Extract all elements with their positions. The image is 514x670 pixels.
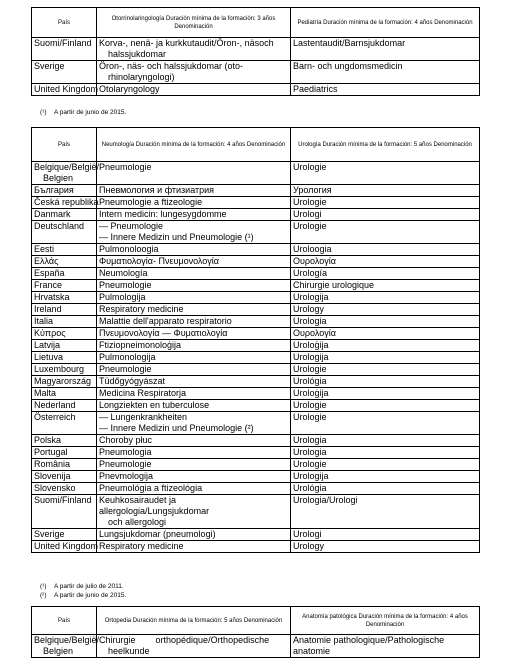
- title-cell: — Lungenkrankheiten — Innere Medizin und Pneumologie (²): [97, 412, 291, 435]
- title-cell: Lastentaudit/Barnsjukdomar: [291, 38, 480, 61]
- country-cell: България: [32, 185, 97, 197]
- table-row: [32, 340, 480, 352]
- title-cell: Pneumologie: [97, 364, 291, 376]
- country-cell: United Kingdom: [32, 84, 97, 96]
- title-cell: Chirurgie urologique: [291, 280, 480, 292]
- country-cell: România: [32, 459, 97, 471]
- table-row: [32, 529, 480, 541]
- table-row: [32, 84, 480, 96]
- title-cell: Urologie: [291, 197, 480, 209]
- country-cell: Deutschland: [32, 221, 97, 244]
- title-cell: Uroloģija: [291, 340, 480, 352]
- country-cell: Magyarország: [32, 376, 97, 388]
- title-cell: Pneumologie: [97, 162, 291, 185]
- country-cell: Latvija: [32, 340, 97, 352]
- table-row: [32, 635, 480, 658]
- title-cell: Respiratory medicine: [97, 541, 291, 553]
- table-row: [32, 292, 480, 304]
- title-cell: Urologie: [291, 364, 480, 376]
- title-cell: Öron-, näs- och halssjukdomar (oto- rhinolaryngologi): [97, 61, 291, 84]
- country-cell: Malta: [32, 388, 97, 400]
- country-cell: Sverige: [32, 529, 97, 541]
- table-row: [32, 541, 480, 553]
- country-cell: Polska: [32, 435, 97, 447]
- title-cell: Урология: [291, 185, 480, 197]
- title-cell: Uroloġija: [291, 388, 480, 400]
- table-row: [32, 209, 480, 221]
- title-cell: Pneumológia a ftizeológia: [97, 483, 291, 495]
- title-cell: Longziekten en tuberculose: [97, 400, 291, 412]
- table-row: [32, 376, 480, 388]
- country-cell: Lietuva: [32, 352, 97, 364]
- table-row: [32, 280, 480, 292]
- table-row: [32, 185, 480, 197]
- country-cell: Hrvatska: [32, 292, 97, 304]
- title-cell: Urologie: [291, 400, 480, 412]
- title-cell: Urologi: [291, 209, 480, 221]
- country-cell: Česká republika: [32, 197, 97, 209]
- country-header: País: [32, 8, 97, 38]
- country-cell: Eesti: [32, 244, 97, 256]
- title-cell: Otolaryngology: [97, 84, 291, 96]
- title-cell: Paediatrics: [291, 84, 480, 96]
- country-cell: Belgique/België/ Belgien: [32, 635, 97, 658]
- specialty-table-2: [31, 127, 480, 553]
- title-cell: Ουρολογία: [291, 256, 480, 268]
- title-cell: — Pneumologie — Innere Medizin und Pneumologie (¹): [97, 221, 291, 244]
- table-row: [32, 388, 480, 400]
- table-row: [32, 316, 480, 328]
- table-row: [32, 328, 480, 340]
- title-cell: Urologie: [291, 412, 480, 435]
- specialty-header: Ortopedia Duración mínima de la formación: 5 años Denominación: [97, 607, 291, 635]
- table-row: [32, 304, 480, 316]
- title-cell: Urológia: [291, 376, 480, 388]
- title-cell: Ftiziopneimonoloģija: [97, 340, 291, 352]
- specialty-table-3: [31, 606, 480, 658]
- title-cell: Urology: [291, 304, 480, 316]
- title-cell: Pneumologia: [97, 447, 291, 459]
- title-cell: Urologia: [291, 316, 480, 328]
- country-cell: Ελλάς: [32, 256, 97, 268]
- table-row: [32, 447, 480, 459]
- table-row: [32, 495, 480, 529]
- table-row: [32, 256, 480, 268]
- country-cell: Luxembourg: [32, 364, 97, 376]
- title-cell: Uroloogia: [291, 244, 480, 256]
- table-row: [32, 459, 480, 471]
- country-cell: France: [32, 280, 97, 292]
- title-cell: Pneumologie a ftizeologie: [97, 197, 291, 209]
- country-header: País: [32, 607, 97, 635]
- title-cell: Urología: [291, 268, 480, 280]
- title-cell: Pneumologie: [97, 280, 291, 292]
- title-cell: Pulmonologija: [97, 352, 291, 364]
- country-cell: Slovenija: [32, 471, 97, 483]
- title-cell: Urologia: [291, 447, 480, 459]
- title-cell: Lungsjukdomar (pneumologi): [97, 529, 291, 541]
- title-cell: Πνευμονολογία — Φυματιολογία: [97, 328, 291, 340]
- table-row: [32, 38, 480, 61]
- country-cell: Portugal: [32, 447, 97, 459]
- country-cell: Κύπρος: [32, 328, 97, 340]
- title-cell: Urologi: [291, 529, 480, 541]
- specialty-header: Pediatría Duración mínima de la formación: 4 años Denominación: [291, 8, 480, 38]
- table-row: [32, 197, 480, 209]
- table-row: [32, 244, 480, 256]
- title-cell: Urológia: [291, 483, 480, 495]
- table-row: [32, 400, 480, 412]
- country-cell: España: [32, 268, 97, 280]
- title-cell: Medicina Respiratorja: [97, 388, 291, 400]
- title-cell: Urologija: [291, 352, 480, 364]
- title-cell: Barn- och ungdomsmedicin: [291, 61, 480, 84]
- country-cell: United Kingdom: [32, 541, 97, 553]
- footnote: (¹) A partir de junio de 2015.: [40, 109, 127, 116]
- title-cell: Respiratory medicine: [97, 304, 291, 316]
- title-cell: Urologie: [291, 459, 480, 471]
- title-cell: Urologia: [291, 435, 480, 447]
- country-cell: Suomi/Finland: [32, 38, 97, 61]
- title-cell: Anatomie pathologique/Pathologische anatomie: [291, 635, 480, 658]
- specialty-header: Neumología Duración mínima de la formación: 4 años Denominación: [97, 128, 291, 162]
- title-cell: Pulmonoloogia: [97, 244, 291, 256]
- title-cell: Neumología: [97, 268, 291, 280]
- table-row: [32, 364, 480, 376]
- title-cell: Choroby płuc: [97, 435, 291, 447]
- title-cell: Φυματιολογία- Πνευμονολογία: [97, 256, 291, 268]
- specialty-table-1: [31, 7, 480, 96]
- title-cell: Malattie dell'apparato respiratorio: [97, 316, 291, 328]
- country-cell: Sverige: [32, 61, 97, 84]
- table-row: [32, 352, 480, 364]
- title-cell: Pnevmologija: [97, 471, 291, 483]
- title-cell: Tüdőgyógyászat: [97, 376, 291, 388]
- specialty-header: Otorrinolaringología Duración mínima de la formación: 3 años Denominación: [97, 8, 291, 38]
- country-cell: Suomi/Finland: [32, 495, 97, 529]
- country-cell: Italia: [32, 316, 97, 328]
- country-cell: Ireland: [32, 304, 97, 316]
- country-cell: Nederland: [32, 400, 97, 412]
- table-row: [32, 471, 480, 483]
- title-cell: Ουρολογία: [291, 328, 480, 340]
- country-cell: Danmark: [32, 209, 97, 221]
- title-cell: Urologie: [291, 221, 480, 244]
- specialty-header: Urología Duración mínima de la formación: 5 años Denominación: [291, 128, 480, 162]
- table-row: [32, 483, 480, 495]
- title-cell: Urology: [291, 541, 480, 553]
- table-row: [32, 221, 480, 244]
- title-cell: Urologija: [291, 292, 480, 304]
- title-cell: Pneumologie: [97, 459, 291, 471]
- title-cell: Intern medicin: lungesygdomme: [97, 209, 291, 221]
- title-cell: Korva-, nenä- ja kurkkutaudit/Öron-, näsoch halssjukdomar: [97, 38, 291, 61]
- title-cell: Urologija: [291, 471, 480, 483]
- title-cell: Пневмология и фтизиатрия: [97, 185, 291, 197]
- table-row: [32, 268, 480, 280]
- country-cell: Österreich: [32, 412, 97, 435]
- table-row: [32, 162, 480, 185]
- specialty-header: Anatomía patológica Duración mínima de la formación: 4 años Denominación: [291, 607, 480, 635]
- table-row: [32, 435, 480, 447]
- title-cell: Urologia/Urologi: [291, 495, 480, 529]
- title-cell: Chirurgie orthopédique/Orthopedische heelkunde: [97, 635, 291, 658]
- country-header: País: [32, 128, 97, 162]
- footnote: (¹) A partir de julio de 2011.: [40, 583, 124, 590]
- country-cell: Belgique/België/ Belgien: [32, 162, 97, 185]
- title-cell: Pulmologija: [97, 292, 291, 304]
- table-row: [32, 61, 480, 84]
- table-row: [32, 412, 480, 435]
- title-cell: Keuhkosairaudet ja allergologia/Lungsjukdomar och allergologi: [97, 495, 291, 529]
- country-cell: Slovensko: [32, 483, 97, 495]
- title-cell: Urologie: [291, 162, 480, 185]
- footnote: (²) A partir de junio de 2015.: [40, 592, 127, 599]
